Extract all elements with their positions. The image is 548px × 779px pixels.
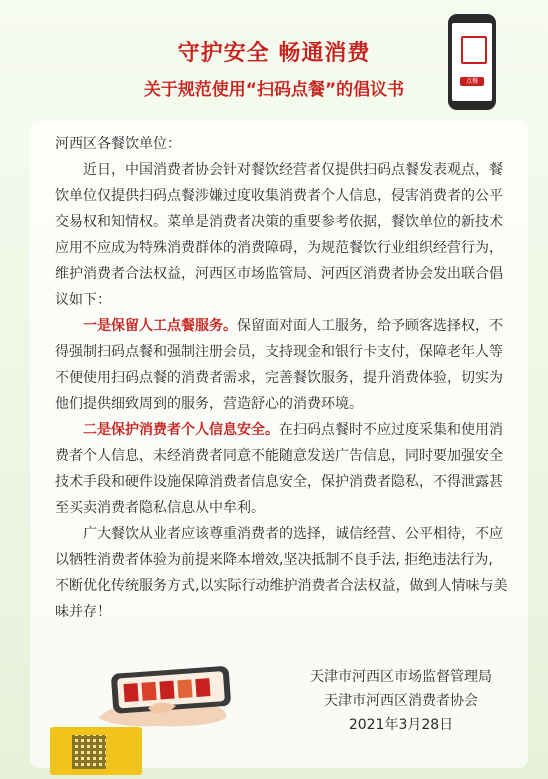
signature-date: 2021年3月28日 (348, 717, 454, 733)
page-title: 守护安全 畅通消费 (177, 41, 371, 66)
qr-code-card (50, 727, 142, 775)
salutation: 河西区各餐饮单位： (55, 136, 181, 152)
point-1-text: 保留面对面人工服务，给予顾客选择权，不得强制扫码点餐和强制注册会员，支持现金和银行卡支付，保障老年人等不便使用扫码点餐的消费者需求，完善餐饮服务，提升消费体验，切实为他们提供细致周到的服务，营造舒心的消费环境。 (55, 318, 503, 412)
phone-scan-icon (448, 14, 496, 110)
qr-code-icon (72, 735, 106, 769)
page-subtitle: 关于规范使用“扫码点餐”的倡议书 (143, 80, 405, 100)
header (0, 0, 548, 118)
paragraph-closing: 广大餐饮从业者应该尊重消费者的选择，诚信经营、公平相待，不应以牺牲消费者体验为前提来降本增效,坚决抵制不良手法, 拒绝违法行为, 不断优化传统服务方式,以实际行动维护消费者合法权益，做到人情味与美味并存！ (55, 526, 508, 620)
paragraph-point-2 (55, 417, 510, 521)
paragraph-point-1 (55, 313, 510, 417)
point-2-text: 在扫码点餐时不应过度采集和使用消费者个人信息，未经消费者同意不能随意发送广告信息，同时要加强安全技术手段和硬件设施保障消费者信息安全，保护消费者隐私，不得泄露甚至买卖消费者隐私信息从中牟利。 (55, 422, 503, 516)
signature-org-2: 天津市河西区消费者协会 (324, 693, 478, 709)
phone-order-button: 点餐 (460, 77, 484, 86)
signature-block (310, 665, 492, 737)
scan-frame-icon (461, 36, 487, 64)
point-1-heading: 一是保留人工点餐服务。 (83, 318, 237, 334)
signature-org-1: 天津市河西区市场监督管理局 (310, 669, 492, 685)
hand-holding-phone-illustration (88, 648, 236, 732)
phone-screen (452, 23, 492, 101)
point-2-heading: 二是保护消费者个人信息安全。 (83, 422, 279, 438)
letter-body (55, 131, 510, 625)
paragraph-intro: 近日，中国消费者协会针对餐饮经营者仅提供扫码点餐发表观点，餐饮单位仅提供扫码点餐涉嫌过度收集消费者个人信息，侵害消费者的公平交易权和知情权。菜单是消费者决策的重要参考依据，餐饮单位的新技术应用不应成为特殊消费群体的消费障碍，为规范餐饮行业组织经营行为，维护消费者合法权益，河西区市场监管局、河西区消费者协会发出联合倡议如下： (55, 162, 503, 308)
